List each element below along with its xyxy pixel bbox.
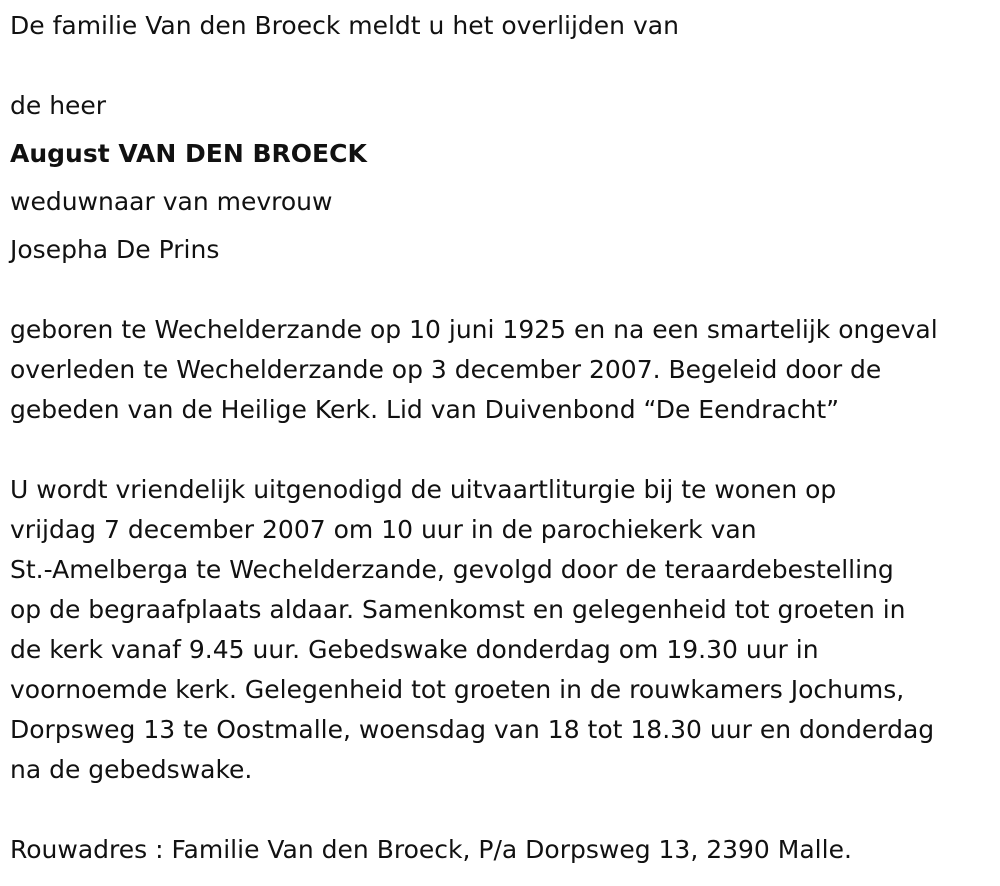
intro-text: De familie Van den Broeck meldt u het overlijden van (10, 11, 679, 40)
condolence-address: Rouwadres : Familie Van den Broeck, P/a Dorpsweg 13, 2390 Malle. (10, 835, 852, 864)
funeral-line: na de gebedswake. (10, 755, 253, 784)
funeral-line: vrijdag 7 december 2007 om 10 uur in de parochiekerk van (10, 515, 757, 544)
funeral-line: St.-Amelberga te Wechelderzande, gevolgd door de teraardebestelling (10, 555, 894, 584)
funeral-line: op de begraafplaats aldaar. Samenkomst en gelegenheid tot groeten in (10, 595, 906, 624)
biography-line: geboren te Wechelderzande op 10 juni 1925 en na een smartelijk ongeval (10, 315, 938, 344)
funeral-line: U wordt vriendelijk uitgenodigd de uitvaartliturgie bij te wonen op (10, 475, 837, 504)
funeral-line: Dorpsweg 13 te Oostmalle, woensdag van 18 tot 18.30 uur en donderdag (10, 715, 935, 744)
relation-text: weduwnaar van mevrouw (10, 187, 333, 216)
biography-line: gebeden van de Heilige Kerk. Lid van Duivenbond “De Eendracht” (10, 395, 840, 424)
biography-line: overleden te Wechelderzande op 3 december 2007. Begeleid door de (10, 355, 882, 384)
spouse-name: Josepha De Prins (10, 235, 220, 264)
salutation: de heer (10, 91, 107, 120)
deceased-name: August VAN DEN BROECK (10, 139, 367, 168)
funeral-line: de kerk vanaf 9.45 uur. Gebedswake donderdag om 19.30 uur in (10, 635, 819, 664)
funeral-line: voornoemde kerk. Gelegenheid tot groeten in de rouwkamers Jochums, (10, 675, 905, 704)
funeral-paragraph (10, 470, 995, 790)
biography-paragraph (10, 310, 995, 430)
